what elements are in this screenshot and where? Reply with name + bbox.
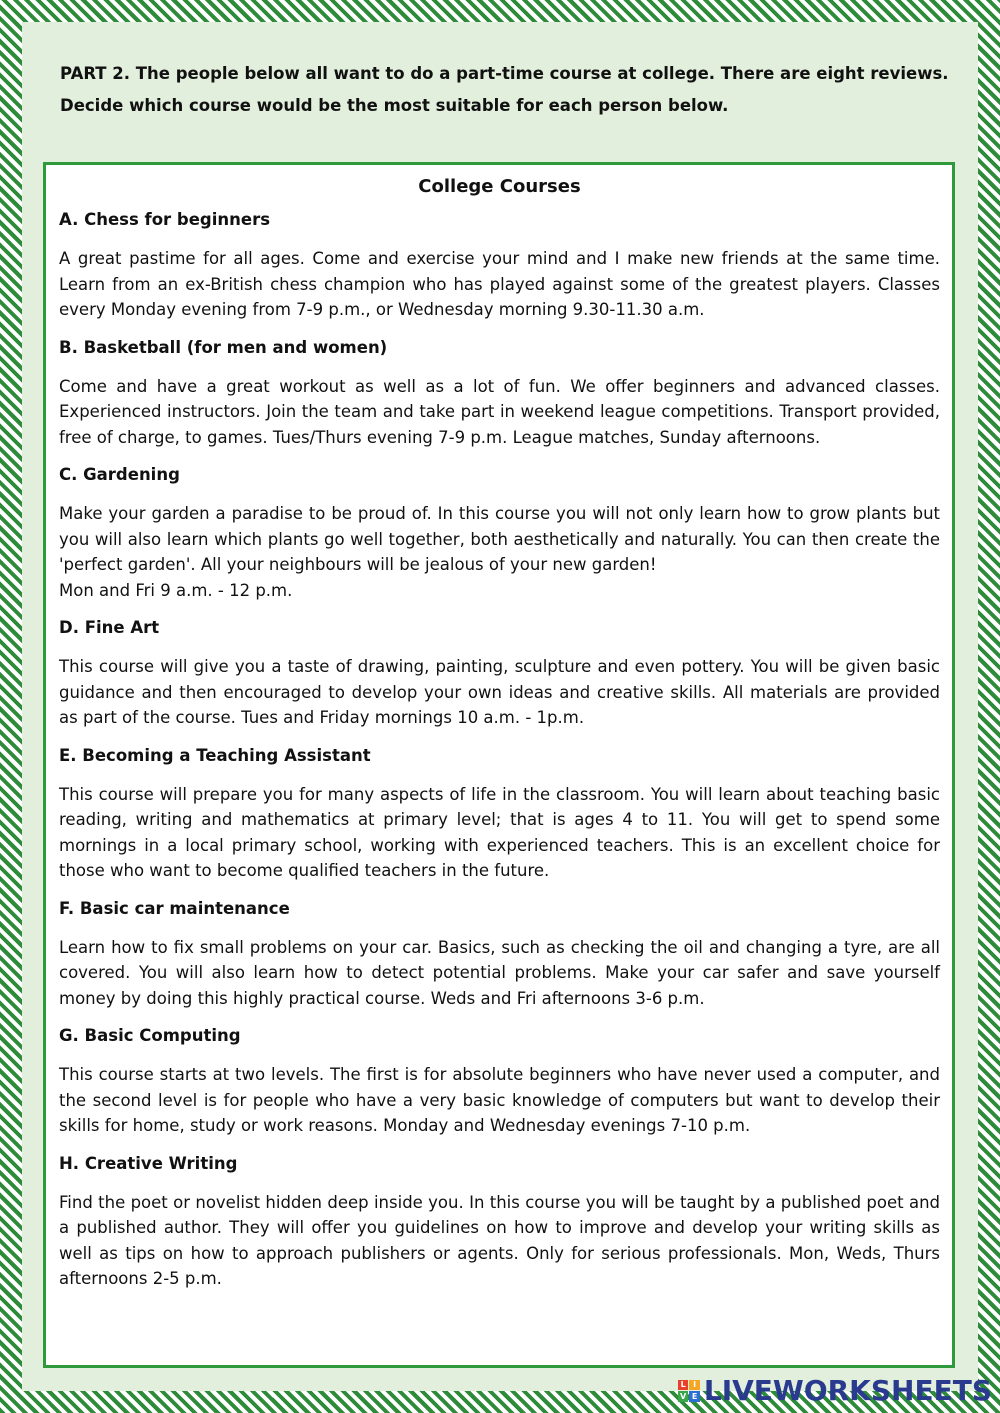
box-title: College Courses bbox=[418, 176, 581, 197]
course-description bbox=[59, 1062, 940, 1139]
instructions-line-2: Decide which course would be the most suitable for each person below. bbox=[60, 96, 729, 115]
instructions-line-1: PART 2. The people below all want to do a part-time course at college. There are eight reviews. bbox=[60, 64, 949, 83]
logo-tile: I bbox=[689, 1380, 700, 1391]
course-description-text: Come and have a great workout as well as a lot of fun. We offer beginners and advanced classes. Experienced instructors. Join the team and take part in weekend league competitions. Transport provided, free of charge, to games. Tues/Thurs evening 7-9 p.m. League matches, Sunday afternoons. bbox=[59, 376, 940, 447]
watermark-text: LIVEWORKSHEETS bbox=[703, 1374, 992, 1407]
course-heading: D. Fine Art bbox=[59, 618, 160, 637]
course-description-text: This course starts at two levels. The first is for absolute beginners who have never used a computer, and the second level is for people who have a very basic knowledge of computers but want to develop their skills for home, study or work reasons. Monday and Wednesday evenings 7-10 p.m. bbox=[59, 1065, 940, 1135]
course-description-text: This course will give you a taste of drawing, painting, sculpture and even pottery. You will be given basic guidance and then encouraged to develop your own ideas and creative skills. All materials are provided as part of the course. Tues and Friday mornings 10 a.m. - 1p.m. bbox=[59, 657, 940, 727]
course-g bbox=[59, 1025, 940, 1139]
course-description bbox=[59, 374, 940, 451]
course-schedule: Mon and Fri 9 a.m. - 12 p.m. bbox=[59, 580, 293, 600]
course-description bbox=[59, 654, 940, 731]
course-b bbox=[59, 337, 940, 451]
course-description bbox=[59, 782, 940, 884]
course-description-text: Learn how to fix small problems on your car. Basics, such as checking the oil and changing a tyre, are all covered. You will also learn how to detect potential problems. Make your car safer and save yourself money by doing this highly practical course. Weds and Fri afternoons 3-6 p.m. bbox=[59, 937, 940, 1008]
course-d bbox=[59, 617, 940, 731]
course-heading: A. Chess for beginners bbox=[59, 210, 271, 229]
course-c bbox=[59, 464, 940, 603]
logo-tile: L bbox=[678, 1380, 689, 1391]
logo-tile: V bbox=[678, 1391, 689, 1402]
course-a bbox=[59, 209, 940, 323]
course-description-text: Find the poet or novelist hidden deep inside you. In this course you will be taught by a published poet and a published author. They will offer you guidelines on how to improve and develop your writing skills as well as tips on how to approach publishers or agents. Only for serious professionals. Mon, Weds, Thurs afternoons 2-5 p.m. bbox=[59, 1192, 940, 1288]
course-description bbox=[59, 501, 940, 603]
course-heading: E. Becoming a Teaching Assistant bbox=[59, 745, 371, 765]
course-heading: C. Gardening bbox=[59, 465, 180, 484]
instructions bbox=[60, 58, 960, 122]
course-heading: B. Basketball (for men and women) bbox=[59, 337, 388, 357]
course-h bbox=[59, 1153, 940, 1292]
course-f bbox=[59, 898, 940, 1012]
course-description bbox=[59, 246, 940, 323]
course-description bbox=[59, 1190, 940, 1292]
course-description-text: A great pastime for all ages. Come and exercise your mind and I make new friends at the same time. Learn from an ex-British chess champion who has played against some of the greatest players. Classes every Monday evening from 7-9 p.m., or Wednesday morning 9.30-11.30 a.m. bbox=[59, 249, 940, 319]
course-description-text: Make your garden a paradise to be proud of. In this course you will not only learn how to grow plants but you will also learn which plants go well together, both aesthetically and naturally. You can then create the 'perfect garden'. All your neighbours will be jealous of your new garden! bbox=[59, 504, 940, 574]
course-e bbox=[59, 745, 940, 884]
liveworksheets-watermark bbox=[678, 1374, 992, 1407]
course-heading: F. Basic car maintenance bbox=[59, 898, 290, 918]
logo-tile: E bbox=[689, 1391, 700, 1402]
course-heading: G. Basic Computing bbox=[59, 1026, 241, 1045]
course-description-text: This course will prepare you for many aspects of life in the classroom. You will learn about teaching basic reading, writing and mathematics at primary level; that is ages 4 to 11. You will get to spend some mornings in a local primary school, working with experienced teachers. This is an excellent choice for those who want to become qualified teachers in the future. bbox=[59, 784, 940, 880]
course-description bbox=[59, 935, 940, 1012]
liveworksheets-logo-icon bbox=[678, 1380, 700, 1402]
college-courses-box bbox=[43, 162, 955, 1368]
course-heading: H. Creative Writing bbox=[59, 1153, 238, 1173]
